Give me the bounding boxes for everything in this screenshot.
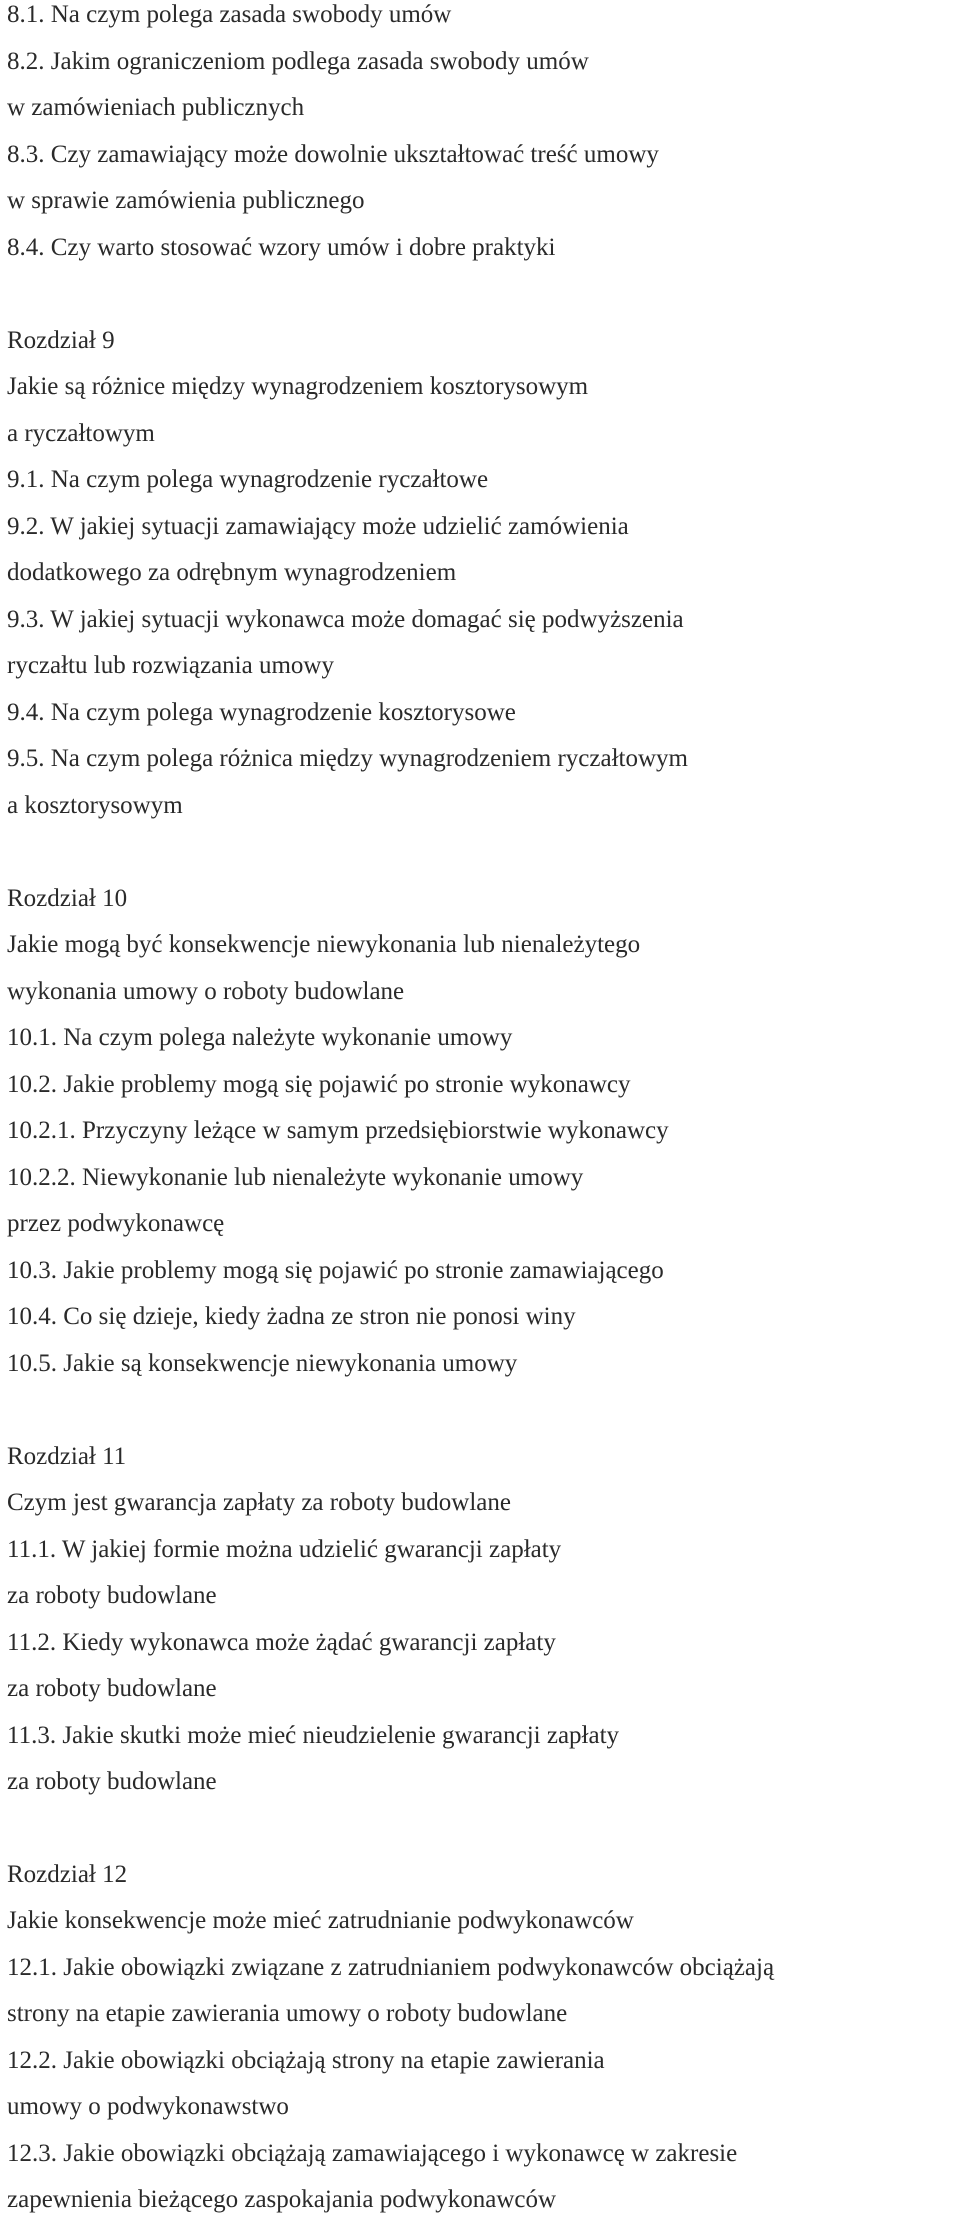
toc-entry-11-3: 11.3. Jakie skutki może mieć nieudzielenie gwarancji zapłaty [7,1722,620,1749]
toc-entry-9-5-cont: a kosztorysowym [7,792,183,819]
toc-entry-10-2-2: 10.2.2. Niewykonanie lub nienależyte wykonanie umowy [7,1164,584,1191]
toc-entry-10-2: 10.2. Jakie problemy mogą się pojawić po stronie wykonawcy [7,1071,631,1098]
toc-entry-9-1: 9.1. Na czym polega wynagrodzenie ryczałtowe [7,466,489,493]
toc-entry-11-1-cont: za roboty budowlane [7,1582,217,1609]
chapter-11-title: Czym jest gwarancja zapłaty za roboty budowlane [7,1489,511,1516]
toc-entry-9-3: 9.3. W jakiej sytuacji wykonawca może domagać się podwyższenia [7,606,684,633]
toc-entry-10-3: 10.3. Jakie problemy mogą się pojawić po stronie zamawiającego [7,1257,664,1284]
toc-entry-8-2-cont: w zamówieniach publicznych [7,94,305,121]
chapter-12-heading: Rozdział 12 [7,1861,128,1888]
toc-entry-9-2: 9.2. W jakiej sytuacji zamawiający może udzielić zamówienia [7,513,629,540]
toc-entry-12-2: 12.2. Jakie obowiązki obciążają strony na etapie zawierania [7,2047,605,2074]
toc-entry-9-5: 9.5. Na czym polega różnica między wynagrodzeniem ryczałtowym [7,745,688,772]
toc-entry-8-1: 8.1. Na czym polega zasada swobody umów [7,1,452,28]
chapter-9-heading: Rozdział 9 [7,327,115,354]
chapter-10-title: Jakie mogą być konsekwencje niewykonania lub nienależytego [7,931,641,958]
toc-entry-11-1: 11.1. W jakiej formie można udzielić gwarancji zapłaty [7,1536,562,1563]
toc-entry-12-2-cont: umowy o podwykonawstwo [7,2093,289,2120]
chapter-9-title: Jakie są różnice między wynagrodzeniem kosztorysowym [7,373,589,400]
toc-entry-12-1-cont: strony na etapie zawierania umowy o roboty budowlane [7,2000,568,2027]
toc-entry-12-3: 12.3. Jakie obowiązki obciążają zamawiającego i wykonawcę w zakresie [7,2140,738,2167]
toc-entry-8-3-cont: w sprawie zamówienia publicznego [7,187,365,214]
toc-entry-8-2: 8.2. Jakim ograniczeniom podlega zasada swobody umów [7,48,589,75]
toc-entry-11-2: 11.2. Kiedy wykonawca może żądać gwarancji zapłaty [7,1629,556,1656]
chapter-12-title: Jakie konsekwencje może mieć zatrudnianie podwykonawców [7,1907,634,1934]
toc-entry-11-2-cont: za roboty budowlane [7,1675,217,1702]
toc-entry-9-4: 9.4. Na czym polega wynagrodzenie kosztorysowe [7,699,516,726]
toc-entry-12-3-cont: zapewnienia bieżącego zaspokajania podwykonawców [7,2186,557,2213]
chapter-9-title-cont: a ryczałtowym [7,420,155,447]
toc-entry-10-5: 10.5. Jakie są konsekwencje niewykonania umowy [7,1350,518,1377]
chapter-11-heading: Rozdział 11 [7,1443,127,1470]
chapter-10-title-cont: wykonania umowy o roboty budowlane [7,978,405,1005]
toc-entry-8-4: 8.4. Czy warto stosować wzory umów i dobre praktyki [7,234,556,261]
chapter-10-heading: Rozdział 10 [7,885,128,912]
toc-entry-9-2-cont: dodatkowego za odrębnym wynagrodzeniem [7,559,457,586]
toc-entry-12-1: 12.1. Jakie obowiązki związane z zatrudnianiem podwykonawców obciążają [7,1954,775,1981]
toc-entry-8-3: 8.3. Czy zamawiający może dowolnie ukształtować treść umowy [7,141,659,168]
toc-entry-10-2-1: 10.2.1. Przyczyny leżące w samym przedsiębiorstwie wykonawcy [7,1117,669,1144]
toc-entry-9-3-cont: ryczałtu lub rozwiązania umowy [7,652,334,679]
toc-entry-10-2-2-cont: przez podwykonawcę [7,1210,225,1237]
toc-entry-11-3-cont: za roboty budowlane [7,1768,217,1795]
toc-entry-10-4: 10.4. Co się dzieje, kiedy żadna ze stron nie ponosi winy [7,1303,576,1330]
toc-entry-10-1: 10.1. Na czym polega należyte wykonanie umowy [7,1024,513,1051]
